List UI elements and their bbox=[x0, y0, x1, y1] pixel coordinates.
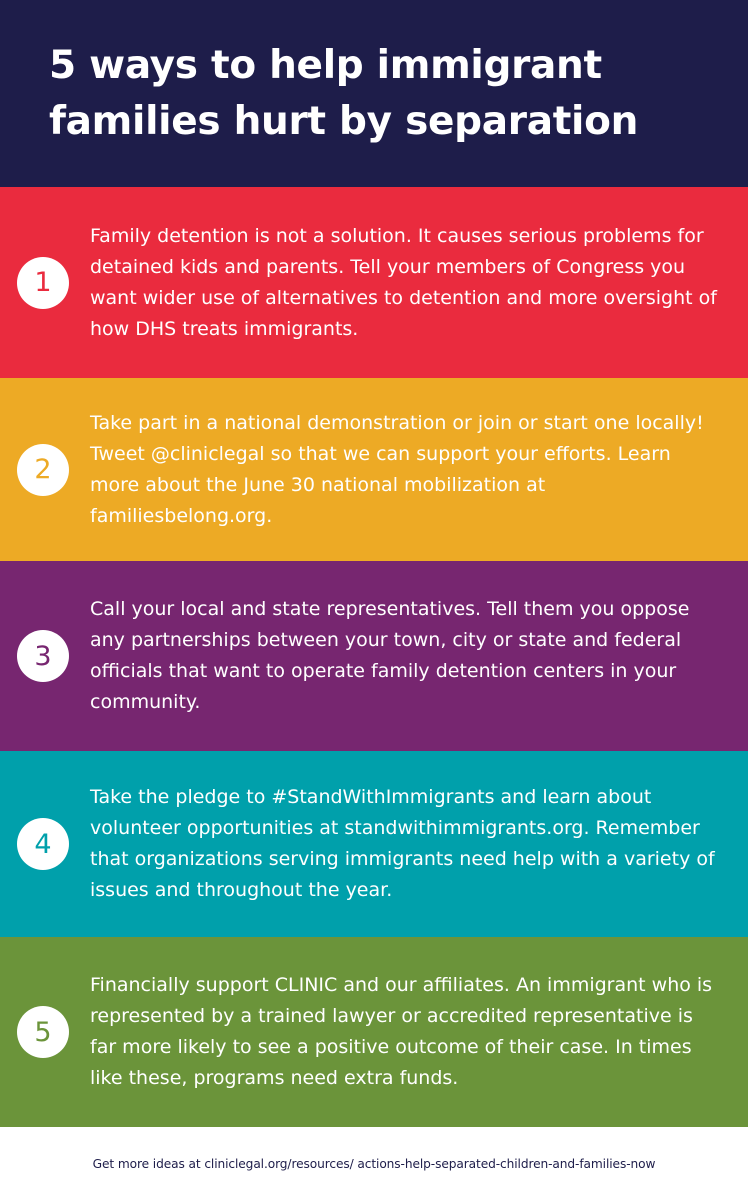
tip-2-number-badge: 2 bbox=[17, 444, 69, 496]
tip-5 bbox=[0, 937, 748, 1127]
header-banner bbox=[0, 0, 748, 187]
tip-1-number-badge: 1 bbox=[17, 257, 69, 309]
tip-2-text: Take part in a national demonstration or join or start one locally! Tweet @cliniclegal so that we can support your efforts. Learn more about the June 30 national mobilization at familiesbelong.org. bbox=[90, 411, 704, 527]
tip-4-number-badge: 4 bbox=[17, 818, 69, 870]
tip-5-number-badge: 5 bbox=[17, 1006, 69, 1058]
tip-5-text: Financially support CLINIC and our affiliates. An immigrant who is represented by a trained lawyer or accredited representative is far more likely to see a positive outcome of their case. In times like these, programs need extra funds. bbox=[90, 974, 713, 1089]
tip-4-text: Take the pledge to #StandWithImmigrants and learn about volunteer opportunities at standwithimmigrants.org. Remember that organizations serving immigrants need help with a variety of issues and throughout the year. bbox=[90, 786, 715, 901]
tip-3 bbox=[0, 561, 748, 751]
tip-4 bbox=[0, 751, 748, 937]
tip-2 bbox=[0, 378, 748, 561]
tip-3-number-badge: 3 bbox=[17, 630, 69, 682]
tip-3-text: Call your local and state representatives. Tell them you oppose any partnerships between your town, city or state and federal officials that want to operate family detention centers in your community. bbox=[90, 598, 690, 713]
page-title: 5 ways to help immigrant families hurt by separation bbox=[49, 43, 639, 144]
footer bbox=[0, 1127, 748, 1200]
tip-1 bbox=[0, 187, 748, 378]
footer-link-text[interactable]: Get more ideas at cliniclegal.org/resources/ actions-help-separated-children-and-families-now bbox=[92, 1156, 656, 1171]
tip-1-text: Family detention is not a solution. It causes serious problems for detained kids and parents. Tell your members of Congress you want wider use of alternatives to detention and more oversight of how DHS treats immigrants. bbox=[90, 224, 717, 340]
